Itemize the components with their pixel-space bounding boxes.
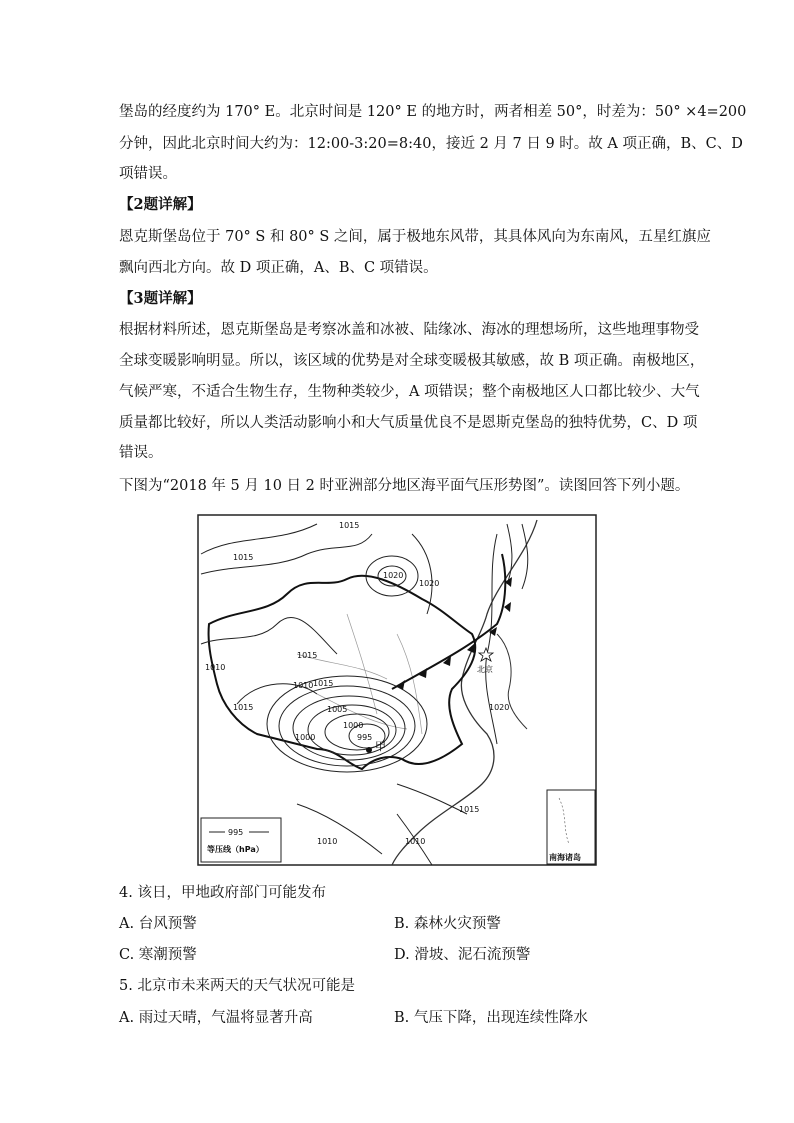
isobar-label: 1010 [293, 681, 314, 690]
paragraph-2-line-2: 飘向西北方向。故 D 项正确，A、B、C 项错误。 [119, 260, 438, 276]
isobar-label: 1020 [419, 579, 440, 588]
isobar-label: 1015 [313, 679, 334, 688]
paragraph-3-line-5: 错误。 [119, 445, 163, 461]
isobar-label: 1005 [327, 705, 348, 714]
isobar-label: 1015 [339, 521, 360, 530]
question-4-option-b[interactable]: B. 森林火灾预警 [394, 916, 501, 932]
beijing-label: 北京 [477, 665, 493, 674]
isobar-label: 1020 [489, 703, 510, 712]
question-4-option-a[interactable]: A. 台风预警 [119, 916, 197, 932]
point-jia-marker [366, 747, 372, 753]
isobar-label: 1010 [317, 837, 338, 846]
paragraph-1-line-1: 堡岛的经度约为 170° E。北京时间是 120° E 的地方时，两者相差 50°，时差为：50° ×4=200 [119, 104, 747, 120]
paragraph-1-line-2: 分钟，因此北京时间大约为：12:00-3:20=8:40，接近 2 月 7 日 9 时。故 A 项正确，B、C、D [119, 136, 743, 152]
isobar-label: 1000 [295, 733, 316, 742]
question-4-option-d[interactable]: D. 滑坡、泥石流预警 [394, 947, 531, 963]
isobar-label: 1015 [459, 805, 480, 814]
question-4-option-c[interactable]: C. 寒潮预警 [119, 947, 197, 963]
question-5-option-b[interactable]: B. 气压下降，出现连续性降水 [394, 1010, 588, 1026]
paragraph-3-line-4: 质量都比较好，所以人类活动影响小和大气质量优良不是恩斯克堡岛的独特优势，C、D 项 [119, 415, 698, 431]
isobar-label: 1020 [383, 571, 404, 580]
isobar-label: 1010 [205, 663, 226, 672]
inset-label: 南海诸岛 [549, 853, 581, 862]
paragraph-3-line-2: 全球变暖影响明显。所以，该区域的优势是对全球变暖极其敏感，故 B 项正确。南极地区， [119, 353, 705, 369]
pressure-map [197, 514, 597, 866]
section-heading-3: 【3题详解】 [119, 290, 202, 307]
point-jia-label: 甲 [375, 740, 386, 753]
pressure-map-figure [197, 514, 597, 866]
paragraph-1-line-3: 项错误。 [119, 166, 177, 182]
figure-intro: 下图为“2018 年 5 月 10 日 2 时亚洲部分地区海平面气压形势图”。读图回答下列小题。 [119, 478, 690, 494]
isobar-label: 1000 [343, 721, 364, 730]
section-heading-2: 【2题详解】 [119, 196, 202, 213]
isobar-label: 1015 [233, 553, 254, 562]
question-5-option-a[interactable]: A. 雨过天晴，气温将显著升高 [119, 1010, 313, 1026]
paragraph-2-line-1: 恩克斯堡岛位于 70° S 和 80° S 之间，属于极地东风带，其具体风向为东南风，五星红旗应 [119, 229, 711, 245]
isobar-label: 1015 [297, 651, 318, 660]
paragraph-3-line-3: 气候严寒，不适合生物生存，生物种类较少，A 项错误；整个南极地区人口都比较少、大气 [119, 384, 700, 400]
legend-value: 995 [228, 828, 244, 837]
question-4-stem: 4. 该日，甲地政府部门可能发布 [119, 885, 326, 901]
paragraph-3-line-1: 根据材料所述，恩克斯堡岛是考察冰盖和冰被、陆缘冰、海冰的理想场所，这些地理事物受 [119, 322, 699, 338]
legend-box [201, 818, 281, 862]
question-5-stem: 5. 北京市未来两天的天气状况可能是 [119, 978, 355, 994]
isobar-label: 995 [357, 733, 373, 742]
map-frame [198, 515, 596, 865]
legend-text: 等压线（hPa） [207, 845, 264, 854]
isobar-label: 1015 [233, 703, 254, 712]
isobar-label: 1010 [405, 837, 426, 846]
